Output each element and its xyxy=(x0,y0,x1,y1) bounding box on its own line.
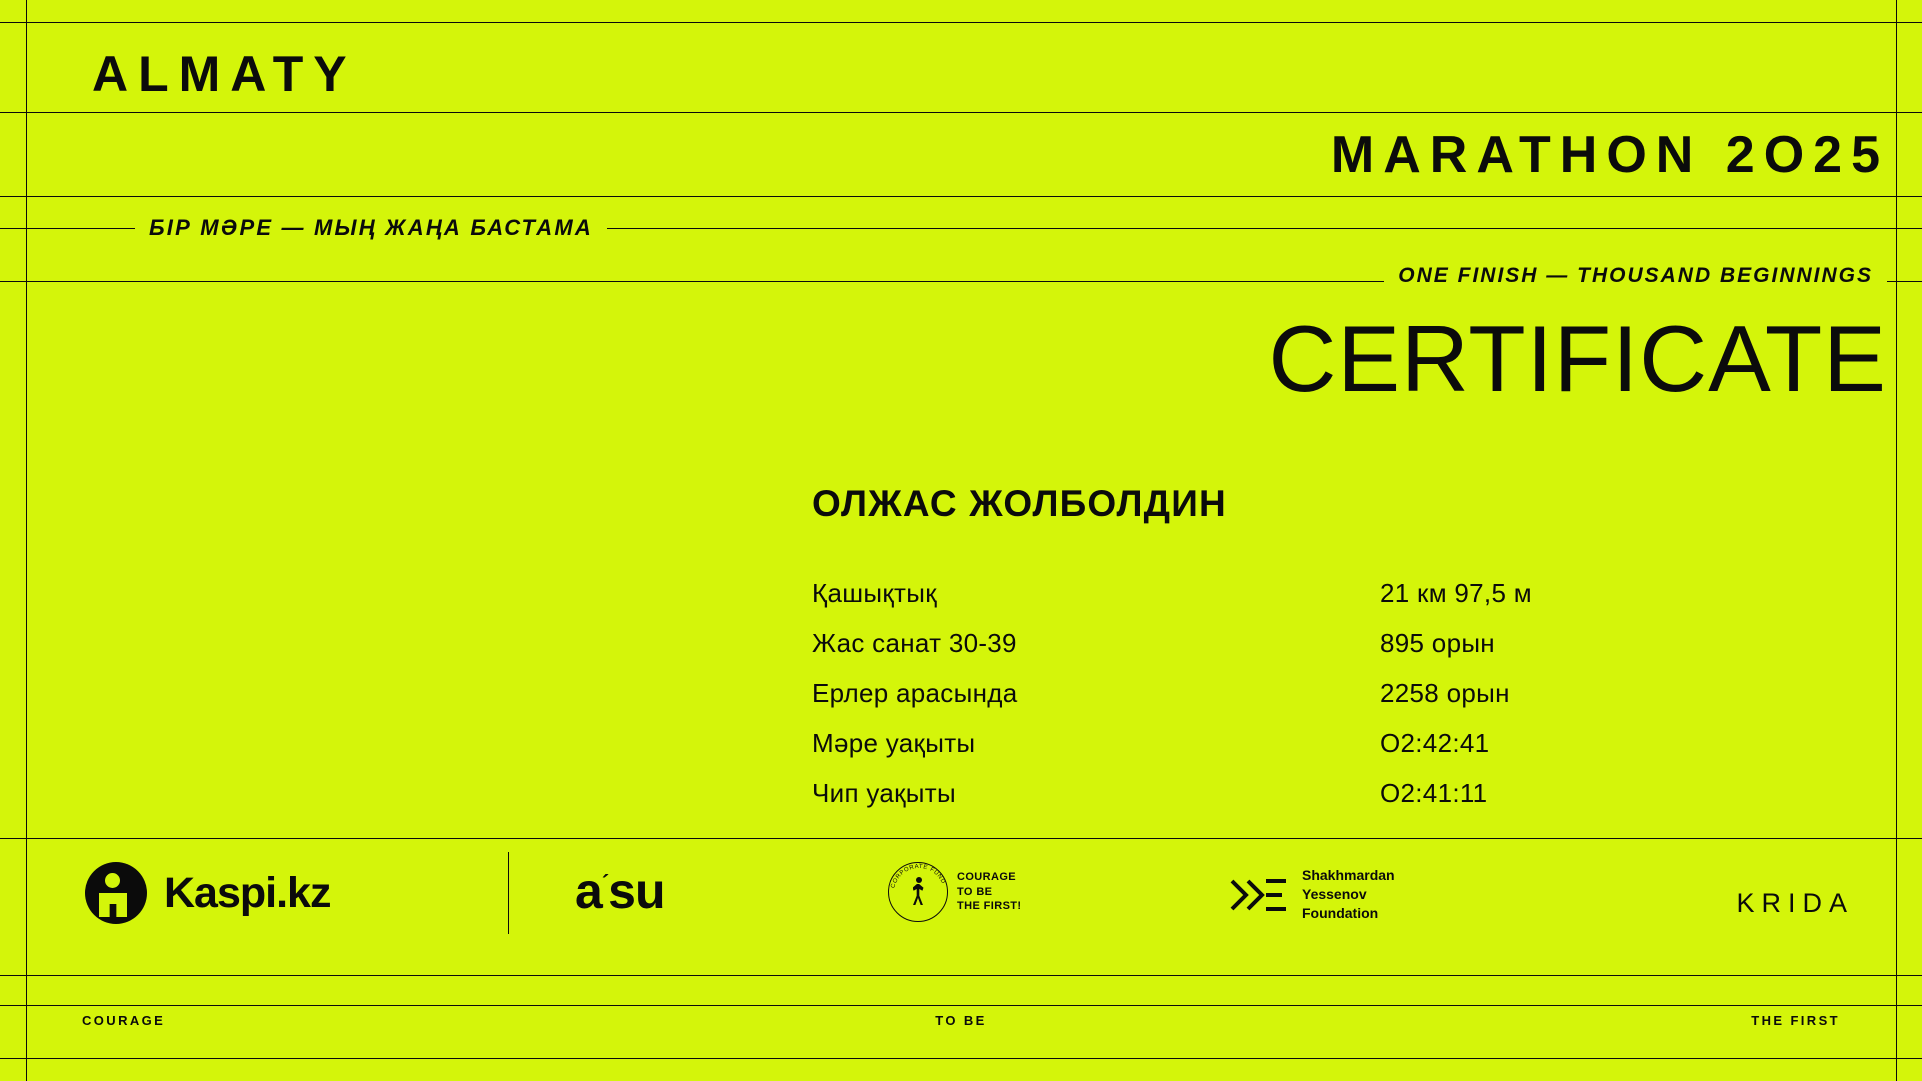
divider-above-footer xyxy=(0,1005,1922,1006)
result-label: Мәре уақыты xyxy=(812,728,976,758)
table-row xyxy=(812,728,1732,778)
foundation-line-2: Yessenov xyxy=(1302,886,1367,903)
divider-under-event xyxy=(0,196,1922,197)
foundation-line-3: Foundation xyxy=(1302,905,1379,922)
courage-ring-text-icon xyxy=(887,861,951,925)
recipient-name: ОЛЖАС ЖОЛБОЛДИН xyxy=(812,483,1227,524)
table-row xyxy=(812,678,1732,728)
results-table xyxy=(812,578,1732,828)
result-value: O2:42:41 xyxy=(1380,728,1490,758)
kaspi-label: Kaspi.kz xyxy=(164,868,331,917)
table-row xyxy=(812,778,1732,828)
footer-right-text: THE FIRST xyxy=(1751,1012,1840,1028)
table-row xyxy=(812,628,1732,678)
divider-under-city xyxy=(0,112,1922,113)
sponsor-asu xyxy=(575,862,665,920)
courage-fund-icon xyxy=(888,862,948,922)
tagline-english: ONE FINISH — THOUSAND BEGINNINGS xyxy=(1384,264,1887,288)
sponsor-courage-fund xyxy=(888,862,1022,922)
yessenov-logo-icon xyxy=(1228,875,1290,915)
result-label: Чип уақыты xyxy=(812,778,956,808)
city-title: ALMATY xyxy=(92,46,357,102)
table-row xyxy=(812,578,1732,628)
result-value: O2:41:11 xyxy=(1380,778,1488,808)
event-title: MARATHON 2O25 xyxy=(1330,126,1889,184)
kaspi-logo-icon xyxy=(85,862,147,924)
result-value: 21 км 97,5 м xyxy=(1380,578,1532,608)
divider-above-sponsors xyxy=(0,838,1922,839)
courage-line-3: THE FIRST! xyxy=(957,900,1022,913)
sponsor-separator xyxy=(508,852,509,934)
sponsor-krida: KRIDA xyxy=(1736,888,1854,918)
yessenov-foundation-text xyxy=(1302,866,1395,923)
result-value: 895 орын xyxy=(1380,628,1495,658)
divider-bottom xyxy=(0,1058,1922,1059)
result-label: Қашықтық xyxy=(812,578,937,608)
result-value: 2258 орын xyxy=(1380,678,1510,708)
asu-label: a´su xyxy=(575,863,665,919)
sponsor-kaspi xyxy=(85,862,330,924)
footer-left-text: COURAGE xyxy=(82,1012,166,1028)
sponsor-yessenov-foundation xyxy=(1228,866,1395,923)
courage-line-1: COURAGE xyxy=(957,871,1017,884)
footer-middle-text: TO BE xyxy=(935,1012,987,1028)
tagline-kazakh: БІР МӘРЕ — МЫҢ ЖАҢА БАСТАМА xyxy=(135,215,607,241)
foundation-line-1: Shakhmardan xyxy=(1302,867,1395,883)
svg-text:CORPORATE FUND: CORPORATE FUND xyxy=(890,863,947,889)
courage-line-2: TO BE xyxy=(957,885,993,898)
divider-below-sponsors xyxy=(0,975,1922,976)
divider-top xyxy=(0,22,1922,23)
page-title: CERTIFICATE xyxy=(1268,306,1887,411)
courage-fund-text xyxy=(957,870,1022,914)
result-label: Ерлер арасында xyxy=(812,678,1018,708)
result-label: Жас санат 30-39 xyxy=(812,628,1017,658)
